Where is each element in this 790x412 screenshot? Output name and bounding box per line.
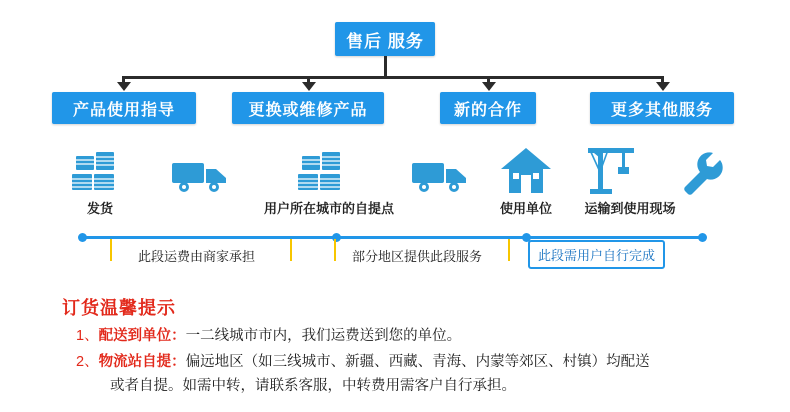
arrow-branch-2 [302, 82, 316, 91]
house-icon [498, 145, 554, 197]
note-number-2: 2、 [76, 354, 99, 370]
node-level2-4[interactable]: 更多其他服务 [590, 92, 734, 124]
flow-label-1: 发货 [86, 201, 113, 216]
node-level2-2[interactable]: 更换或维修产品 [232, 92, 384, 124]
arrow-branch-4 [656, 82, 670, 91]
segment-label-3: 此段需用户自行完成 [528, 240, 665, 269]
node-level2-3[interactable]: 新的合作 [440, 92, 536, 124]
connector-root-vertical [384, 56, 387, 78]
flow-label-3: 用户所在城市的自提点 [263, 201, 394, 216]
note-number-1: 1、 [76, 328, 99, 344]
note-key-1: 配送到单位： [98, 328, 186, 344]
note-text-3: 或者自提。如需中转，请联系客服，中转费用需客户自行承担。 [110, 378, 516, 394]
note-item-1 [76, 324, 461, 345]
note-item-2 [76, 350, 650, 371]
connector-horizontal [122, 76, 662, 79]
note-key-2: 物流站自提： [98, 354, 186, 370]
flow-label-5: 使用单位 [499, 201, 552, 216]
node-level2-1[interactable]: 产品使用指导 [52, 92, 196, 124]
node-root[interactable]: 售后 服务 [335, 22, 435, 56]
arrow-branch-1 [117, 82, 131, 91]
truck-icon [170, 155, 232, 197]
segment-label-2: 部分地区提供此段服务 [352, 249, 483, 264]
timeline-dot [698, 233, 707, 242]
arrow-branch-3 [482, 82, 496, 91]
segment-label-1: 此段运费由商家承担 [138, 249, 256, 264]
wrench-icon [680, 150, 726, 196]
note-text-1: 一二线城市市内，我们运费送到您的单位。 [185, 328, 462, 344]
note-text-2: 偏远地区（如三线城市、新疆、西藏、青海、内蒙等郊区、村镇）均配送 [185, 354, 650, 370]
boxes-icon [296, 148, 356, 196]
truck-icon [410, 155, 472, 197]
boxes-icon [70, 148, 130, 196]
note-item-2-cont [110, 374, 516, 395]
timeline-dot [78, 233, 87, 242]
notes-title: 订货温馨提示 [62, 298, 176, 318]
flow-label-6: 运输到使用现场 [584, 201, 676, 216]
crane-icon [578, 142, 638, 197]
